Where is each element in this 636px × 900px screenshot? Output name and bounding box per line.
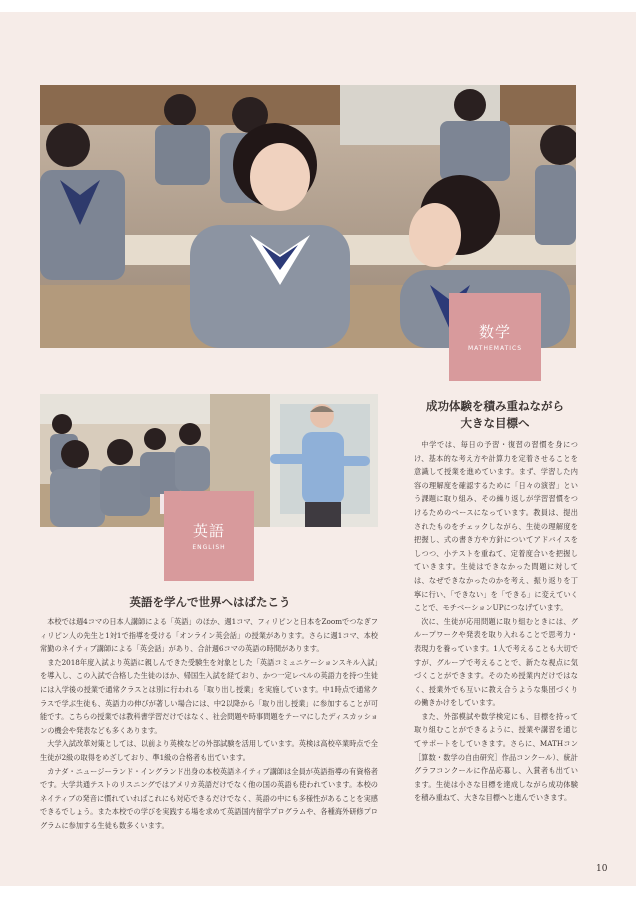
- math-label-box: [449, 293, 541, 381]
- english-paragraph-3: 大学入試改革対策としては、以前より英検などの外部試験を活用しています。英検は高校卒業時点で全生徒が2級の取得をめざしており、準1級の合格者も出ています。: [40, 739, 378, 762]
- math-paragraph-2: 次に、生徒が応用問題に取り組むときには、グループワークや発表を取り入れることで思考力・表現力を養っています。1人で考えることも大切ですが、グループで考えることで、新たな視点に気づくことができます。そのため授業内だけではなく、授業外でも互いに教え合うような集団づくりの働きかけをしています。: [414, 616, 578, 708]
- math-heading-line-2: 大きな目標へ: [460, 416, 530, 430]
- english-label-box: [164, 491, 254, 581]
- math-paragraph-3: また、外部模試や数学検定にも、目標を持って取り組むことができるように、授業や講習を通じてサポートをしていきます。さらに、MATHコン［算数・数学の自由研究］作品コンクール）、統計グラフコンクールに作品応募し、入賞者も出ています。生徒は小さな目標を達成しながら成功体験を積み重ねて、大きな目標へと進んでいきます。: [414, 711, 578, 803]
- english-paragraph-4: カナダ・ニュージーランド・イングランド出身の本校英語ネイティブ講師は全員が英語指導の有資格者です。大学共通テストのリスニングではアメリカ英語だけでなく他の国の英語も使われています。本校のネイティブの発音に慣れていればこれにも対応できるだけでなく、英語の中にも多様性があることを実感できるでしょう。また本校での学びを実践する場を求めて英語国内留学プログラムや、各種海外研修プログラムに参加する生徒も数多くいます。: [40, 766, 378, 830]
- bottom-margin: [0, 886, 636, 900]
- english-paragraph-2: また2018年度入試より英語に親しんできた受験生を対象とした「英語コミュニケーションスキル入試」を導入し、この入試で合格した生徒のほか、帰国生入試を経ており、かつ一定レベルの英語力を持つ生徒には入学後の授業で通常クラスとは別に行われる「取り出し授業」を実施しています。中1時点で通常クラスで学ぶ生徒も、英語力の伸びが著しい場合には、中2以降から「取り出し授業」に参加することが可能です。こちらの授業では教科書学習だけではなく、社会問題や時事問題をテーマにしたディスカッションの機会や発表なども多くあります。: [40, 657, 378, 735]
- english-heading: 英語を学んで世界へはばたこう: [129, 595, 291, 609]
- math-heading-line-1: 成功体験を積み重ねながら: [426, 399, 564, 413]
- english-paragraph-1: 本校では週4コマの日本人講師による「英語」のほか、週1コマ、フィリピンと日本をZoomでつなぎフィリピン人の先生と1対1で指導を受ける「オンライン英会話」の授業があります。さらに週1コマ、本校常勤のネイティブ講師による「英会話」があり、合計週6コマの英語の時間があります。: [40, 617, 378, 654]
- math-paragraph-1: 中学では、毎日の予習・復習の習慣を身につけ、基本的な考え方や計算力を定着させることを意識して授業を進めています。まず、学習した内容の理解度を確認するために「日々の演習」という課題に取り組み、その繰り返しが学習習慣をつけるためのベースになっています。教員は、提出されたものをチェックしながら、生徒の理解度を把握し、式の書き方や方針についてアドバイスをしつつ、小テストを重ねて、定着度合いを把握していきます。生徒はできなかった問題に対しては、なぜできなかったのかを考え、振り返りを丁寧に行い、「できない」を「できる」に変えていくことで、モチベーションUPにつなげています。: [414, 440, 578, 613]
- english-label-jp: 英語: [192, 521, 225, 540]
- english-body: [40, 615, 378, 833]
- math-body: [414, 438, 578, 805]
- english-label-en: ENGLISH: [192, 543, 226, 551]
- top-margin: [0, 0, 636, 12]
- page-number: 10: [596, 864, 608, 874]
- math-label-jp: 数学: [478, 322, 511, 341]
- math-heading: [407, 398, 583, 432]
- math-label-en: MATHEMATICS: [467, 344, 523, 352]
